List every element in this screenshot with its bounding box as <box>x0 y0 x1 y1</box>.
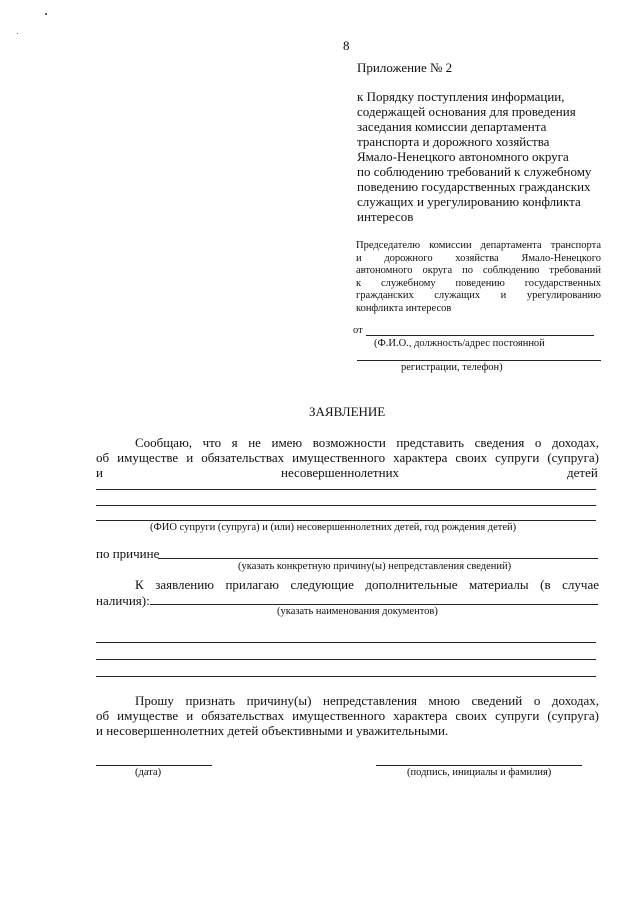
para1-line-3-c: детей <box>567 465 598 480</box>
appendix-line: интересов <box>357 209 414 224</box>
from-hint-2: регистрации, телефон) <box>401 362 503 373</box>
request-line-2: об имуществе и обязательствах имущественного характера своих супруги (супруга) <box>96 708 599 723</box>
appendix-line: Ямало-Ненецкого автономного округа <box>357 149 569 164</box>
attach-extra-line-2[interactable] <box>96 659 596 660</box>
addressee-line: конфликта интересов <box>356 302 452 314</box>
para1-line-1: Сообщаю, что я не имею возможности представить сведения о доходах, <box>135 435 599 450</box>
scan-speck <box>45 13 47 15</box>
fio-field-line-3[interactable] <box>96 520 596 521</box>
fio-field-line-1[interactable] <box>96 489 596 490</box>
attach-field-line[interactable] <box>150 604 598 605</box>
addressee-line: гражданских служащих и урегулированию <box>356 290 601 301</box>
from-field-line-2[interactable] <box>357 360 601 361</box>
para1-line-2: об имуществе и обязательствах имущественного характера своих супруги (супруга) <box>96 450 599 465</box>
attach-line-2: наличия): <box>96 593 150 608</box>
appendix-line: содержащей основания для проведения <box>357 104 576 119</box>
attach-extra-line-1[interactable] <box>96 642 596 643</box>
page-number: 8 <box>343 38 350 53</box>
addressee-line: автономного округа по соблюдению требований <box>356 265 601 276</box>
appendix-title: Приложение № 2 <box>357 60 453 75</box>
appendix-line: служащих и урегулированию конфликта <box>357 194 581 209</box>
addressee-line: Председателю комиссии департамента транспорта <box>356 240 601 251</box>
addressee-line: и дорожного хозяйства Ямало-Ненецкого <box>356 252 601 264</box>
scan-speck <box>17 33 18 34</box>
date-hint: (дата) <box>135 767 162 778</box>
from-label: от <box>353 325 363 336</box>
signature-hint: (подпись, инициалы и фамилия) <box>407 767 552 778</box>
fio-hint: (ФИО супруги (супруга) и (или) несовершеннолетних детей, год рождения детей) <box>150 522 517 533</box>
statement-title: ЗАЯВЛЕНИЕ <box>309 404 386 419</box>
from-hint-1: (Ф.И.О., должность/адрес постоянной <box>374 338 545 349</box>
request-line-3: и несовершеннолетних детей объективными и уважительными. <box>96 723 449 738</box>
reason-hint: (указать конкретную причину(ы) непредставления сведений) <box>238 561 512 572</box>
para1-line-3-a: и <box>96 465 103 480</box>
appendix-text <box>357 89 607 224</box>
appendix-line: поведению государственных гражданских <box>357 179 591 194</box>
request-line-1: Прошу признать причину(ы) непредставления мною сведений о доходах, <box>135 693 599 708</box>
addressee-line: к служебному поведению государственных <box>356 277 601 289</box>
reason-field-line[interactable] <box>158 558 598 559</box>
attach-extra-line-3[interactable] <box>96 676 596 677</box>
attach-hint: (указать наименования документов) <box>277 606 438 617</box>
attach-line-1: К заявлению прилагаю следующие дополнительные материалы (в случае <box>135 577 599 592</box>
appendix-line: к Порядку поступления информации, <box>357 89 565 104</box>
para1-line-3-b: несовершеннолетних <box>281 465 400 480</box>
signature-field-line[interactable] <box>376 765 582 766</box>
appendix-line: заседания комиссии департамента <box>357 119 547 134</box>
fio-field-line-2[interactable] <box>96 505 596 506</box>
appendix-line: транспорта и дорожного хозяйства <box>357 134 550 149</box>
date-field-line[interactable] <box>96 765 212 766</box>
from-field-line-1[interactable] <box>366 335 594 336</box>
appendix-line: по соблюдению требований к служебному <box>357 164 592 179</box>
addressee-text <box>356 240 601 315</box>
reason-label: по причине <box>96 546 160 561</box>
